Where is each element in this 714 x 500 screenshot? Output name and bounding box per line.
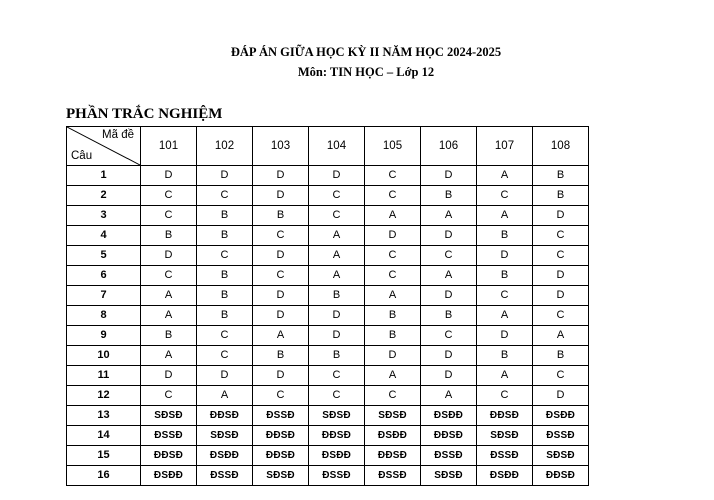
table-row <box>67 346 589 366</box>
answer-cell: A <box>309 246 365 266</box>
answer-cell: D <box>533 266 589 286</box>
question-number: 7 <box>67 286 141 306</box>
answer-cell: B <box>365 306 421 326</box>
answer-cell: ĐĐSĐ <box>309 426 365 446</box>
answer-cell: C <box>533 306 589 326</box>
answer-cell: B <box>421 186 477 206</box>
answer-cell: C <box>365 186 421 206</box>
exam-code-header: 101 <box>141 127 197 166</box>
answer-cell: B <box>197 286 253 306</box>
answer-cell: C <box>421 326 477 346</box>
answer-cell: D <box>477 326 533 346</box>
answer-cell: A <box>421 266 477 286</box>
answer-cell: D <box>141 246 197 266</box>
answer-cell: C <box>141 186 197 206</box>
answer-cell: SĐSĐ <box>197 426 253 446</box>
exam-code-header: 105 <box>365 127 421 166</box>
question-number: 1 <box>67 166 141 186</box>
answer-cell: D <box>309 166 365 186</box>
answer-cell: D <box>141 366 197 386</box>
table-row <box>67 166 589 186</box>
answer-cell: ĐSSĐ <box>477 446 533 466</box>
answer-cell: B <box>533 186 589 206</box>
answer-cell: C <box>141 266 197 286</box>
answer-cell: D <box>253 166 309 186</box>
answer-cell: C <box>421 246 477 266</box>
exam-code-label: Mã đề <box>102 129 134 141</box>
answer-cell: ĐĐSĐ <box>197 406 253 426</box>
answer-cell: ĐSSĐ <box>533 426 589 446</box>
answer-cell: B <box>253 346 309 366</box>
question-number: 5 <box>67 246 141 266</box>
answer-cell: A <box>141 286 197 306</box>
answer-cell: D <box>533 286 589 306</box>
answer-cell: D <box>253 246 309 266</box>
answer-cell: B <box>309 286 365 306</box>
answer-cell: A <box>421 206 477 226</box>
question-label: Câu <box>71 150 93 162</box>
answer-cell: C <box>477 286 533 306</box>
answer-cell: D <box>477 246 533 266</box>
answer-cell: C <box>309 206 365 226</box>
answer-cell: ĐSĐĐ <box>421 406 477 426</box>
question-number: 8 <box>67 306 141 326</box>
answer-cell: A <box>197 386 253 406</box>
answer-cell: C <box>253 386 309 406</box>
exam-code-header: 102 <box>197 127 253 166</box>
answer-cell: B <box>141 226 197 246</box>
question-number: 13 <box>67 406 141 426</box>
question-number: 9 <box>67 326 141 346</box>
answer-cell: C <box>309 186 365 206</box>
answer-cell: ĐSSĐ <box>253 406 309 426</box>
question-number: 2 <box>67 186 141 206</box>
answer-cell: D <box>421 166 477 186</box>
answer-cell: ĐSSĐ <box>197 466 253 486</box>
answer-cell: ĐSĐĐ <box>309 446 365 466</box>
answer-cell: SĐSĐ <box>309 406 365 426</box>
answer-cell: D <box>253 186 309 206</box>
answer-cell: D <box>197 166 253 186</box>
table-row <box>67 466 589 486</box>
answer-cell: D <box>421 286 477 306</box>
answer-cell: D <box>253 286 309 306</box>
answer-cell: ĐĐSĐ <box>421 426 477 446</box>
answer-cell: ĐĐSĐ <box>477 406 533 426</box>
answer-cell: B <box>477 266 533 286</box>
answer-cell: B <box>141 326 197 346</box>
answer-cell: ĐĐSĐ <box>533 466 589 486</box>
answer-cell: C <box>533 226 589 246</box>
answer-cell: B <box>197 226 253 246</box>
answer-cell: A <box>141 346 197 366</box>
question-number: 12 <box>67 386 141 406</box>
answer-cell: A <box>477 306 533 326</box>
answer-cell: A <box>365 206 421 226</box>
answer-cell: B <box>477 226 533 246</box>
answer-cell: A <box>309 266 365 286</box>
answer-cell: A <box>141 306 197 326</box>
exam-code-header: 108 <box>533 127 589 166</box>
table-row <box>67 226 589 246</box>
answer-cell: B <box>309 346 365 366</box>
answer-cell: A <box>253 326 309 346</box>
answer-cell: ĐSĐĐ <box>477 466 533 486</box>
answer-cell: B <box>365 326 421 346</box>
answer-cell: B <box>197 266 253 286</box>
corner-header-cell <box>67 127 141 166</box>
answer-cell: A <box>365 286 421 306</box>
exam-code-header: 104 <box>309 127 365 166</box>
question-number: 11 <box>67 366 141 386</box>
answer-cell: D <box>533 386 589 406</box>
answer-cell: ĐĐSĐ <box>253 446 309 466</box>
answer-cell: C <box>365 246 421 266</box>
answer-cell: B <box>533 346 589 366</box>
exam-code-header: 103 <box>253 127 309 166</box>
answer-cell: SĐSĐ <box>533 446 589 466</box>
answer-cell: SĐSĐ <box>421 466 477 486</box>
answer-cell: B <box>533 166 589 186</box>
answer-cell: SĐSĐ <box>141 406 197 426</box>
answer-cell: D <box>365 226 421 246</box>
question-number: 14 <box>67 426 141 446</box>
table-row <box>67 206 589 226</box>
table-row <box>67 366 589 386</box>
answer-cell: C <box>365 386 421 406</box>
answer-cell: C <box>365 166 421 186</box>
answer-table-body <box>67 127 589 486</box>
table-row <box>67 186 589 206</box>
answer-cell: C <box>197 246 253 266</box>
answer-cell: C <box>533 246 589 266</box>
answer-cell: ĐSSĐ <box>309 466 365 486</box>
table-row <box>67 266 589 286</box>
answer-cell: ĐSSĐ <box>365 466 421 486</box>
answer-cell: B <box>477 346 533 366</box>
answer-cell: ĐSSĐ <box>141 426 197 446</box>
answer-cell: D <box>253 306 309 326</box>
table-row <box>67 306 589 326</box>
answer-cell: SĐSĐ <box>477 426 533 446</box>
question-number: 15 <box>67 446 141 466</box>
answer-cell: B <box>421 306 477 326</box>
answer-cell: D <box>141 166 197 186</box>
answer-cell: ĐSĐĐ <box>533 406 589 426</box>
answer-cell: A <box>365 366 421 386</box>
answer-cell: B <box>253 206 309 226</box>
answer-cell: D <box>309 326 365 346</box>
table-row <box>67 446 589 466</box>
question-number: 4 <box>67 226 141 246</box>
question-number: 3 <box>67 206 141 226</box>
table-row <box>67 326 589 346</box>
answer-cell: C <box>309 386 365 406</box>
exam-code-header: 107 <box>477 127 533 166</box>
answer-cell: C <box>197 326 253 346</box>
answer-cell: A <box>477 166 533 186</box>
question-number: 6 <box>67 266 141 286</box>
answer-cell: D <box>197 366 253 386</box>
answer-cell: A <box>533 326 589 346</box>
answer-cell: ĐSĐĐ <box>197 446 253 466</box>
answer-cell: ĐSĐĐ <box>365 426 421 446</box>
answer-cell: C <box>253 266 309 286</box>
answer-cell: D <box>421 346 477 366</box>
section-title: PHẦN TRẮC NGHIỆM <box>66 106 223 122</box>
answer-cell: C <box>365 266 421 286</box>
answer-cell: A <box>309 226 365 246</box>
answer-cell: D <box>253 366 309 386</box>
answer-cell: A <box>477 366 533 386</box>
answer-cell: C <box>197 346 253 366</box>
table-row <box>67 286 589 306</box>
answer-cell: C <box>253 226 309 246</box>
table-row <box>67 386 589 406</box>
answer-cell: B <box>197 306 253 326</box>
answer-cell: C <box>197 186 253 206</box>
answer-cell: A <box>477 206 533 226</box>
question-number: 16 <box>67 466 141 486</box>
answer-cell: A <box>421 386 477 406</box>
answer-cell: D <box>421 226 477 246</box>
answer-cell: C <box>141 386 197 406</box>
answer-cell: ĐĐSĐ <box>141 446 197 466</box>
table-row <box>67 406 589 426</box>
answer-cell: SĐSĐ <box>365 406 421 426</box>
answer-cell: C <box>309 366 365 386</box>
answer-cell: ĐSĐĐ <box>141 466 197 486</box>
answer-cell: D <box>365 346 421 366</box>
question-number: 10 <box>67 346 141 366</box>
answer-cell: C <box>141 206 197 226</box>
header-row <box>67 127 589 166</box>
answer-cell: ĐSSĐ <box>421 446 477 466</box>
table-row <box>67 246 589 266</box>
table-row <box>67 426 589 446</box>
answer-cell: ĐĐSĐ <box>253 426 309 446</box>
answer-cell: C <box>477 186 533 206</box>
answer-cell: ĐĐSĐ <box>365 446 421 466</box>
document-subtitle: Môn: TIN HỌC – Lớp 12 <box>297 65 435 79</box>
answer-cell: SĐSĐ <box>253 466 309 486</box>
answer-cell: B <box>197 206 253 226</box>
answer-cell: D <box>421 366 477 386</box>
document-title: ĐÁP ÁN GIỮA HỌC KỲ II NĂM HỌC 2024-2025 <box>230 45 502 59</box>
answer-table <box>66 126 589 486</box>
answer-cell: D <box>533 206 589 226</box>
answer-cell: C <box>477 386 533 406</box>
answer-cell: C <box>533 366 589 386</box>
exam-code-header: 106 <box>421 127 477 166</box>
answer-cell: D <box>309 306 365 326</box>
